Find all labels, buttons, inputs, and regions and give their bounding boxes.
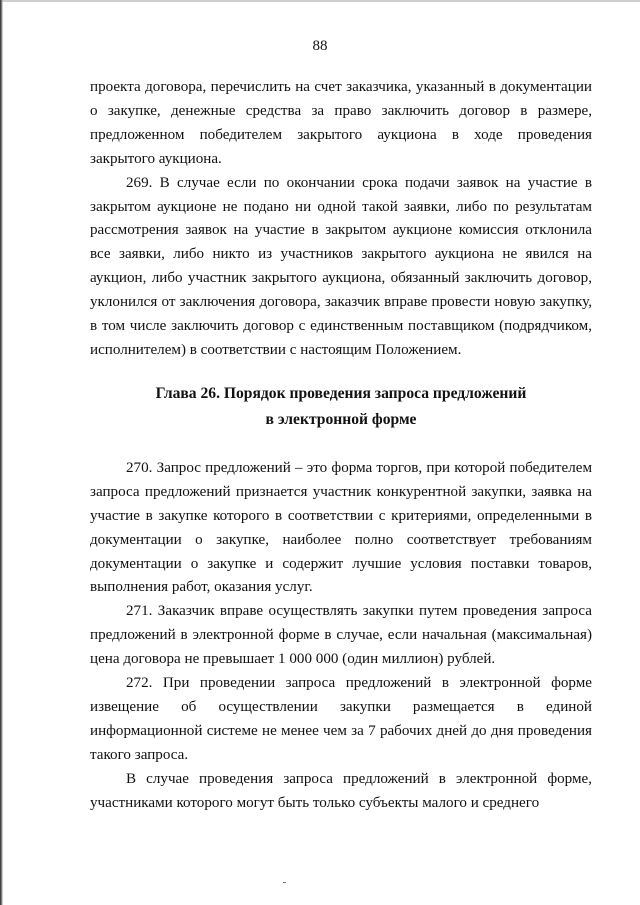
paragraph-269: 269. В случае если по окончании срока подачи заявок на участие в закрытом аукционе не подано ни одной такой заявки, либо по результатам рассмотрения заявок на участие в закрытом аукционе комиссия отклонила все заявки, либо никто из участников закрытого аукциона не явился на аукцион, либо участник закрытого аукциона, обязанный заключить договор, уклонился от заключения договора, заказчик вправе провести новую закупку, в том числе заключить договор с единственным поставщиком (подрядчиком, исполнителем) в соответствии с настоящим Положением. — [90, 174, 592, 358]
chapter-heading-line-2: в электронной форме — [265, 410, 417, 428]
paragraph-continuation: проекта договора, перечислить на счет заказчика, указанный в документации о закупке, денежные средства за право заключить договор в размере, предложенном победителем закрытого аукциона в ходе проведения закрытого аукциона. — [90, 79, 592, 167]
paragraph-271: 271. Заказчик вправе осуществлять закупки путем проведения запроса предложений в электронной форме в случае, если начальная (максимальная) цена договора не превышает 1 000 000 (один миллион) рублей. — [90, 603, 592, 668]
paragraph-272: 272. При проведении запроса предложений в электронной форме извещение об осуществлении закупки размещается в единой информационной системе не менее чем за 7 рабочих дней до дня проведения такого запроса. — [90, 675, 592, 763]
document-body — [90, 76, 592, 815]
page-number: 88 — [312, 38, 328, 54]
scan-speck — [283, 882, 286, 883]
paragraph-270: 270. Запрос предложений – это форма торгов, при которой победителем запроса предложений признается участник конкурентной закупки, заявка на участие в закупке которого в соответствии с критериями, определенными в документации о закупке, наиболее полно соответствует требованиям документации о закупке и содержит лучшие условия поставки товаров, выполнения работ, оказания услуг. — [90, 459, 592, 596]
chapter-heading-line-1: Глава 26. Порядок проведения запроса предложений — [155, 384, 527, 402]
scan-left-edge — [0, 0, 3, 905]
scan-top-edge — [0, 0, 640, 2]
paragraph-272-continued: В случае проведения запроса предложений в электронной форме, участниками которого могут быть только субъекты малого и среднего — [90, 770, 592, 811]
chapter-heading — [90, 381, 592, 433]
